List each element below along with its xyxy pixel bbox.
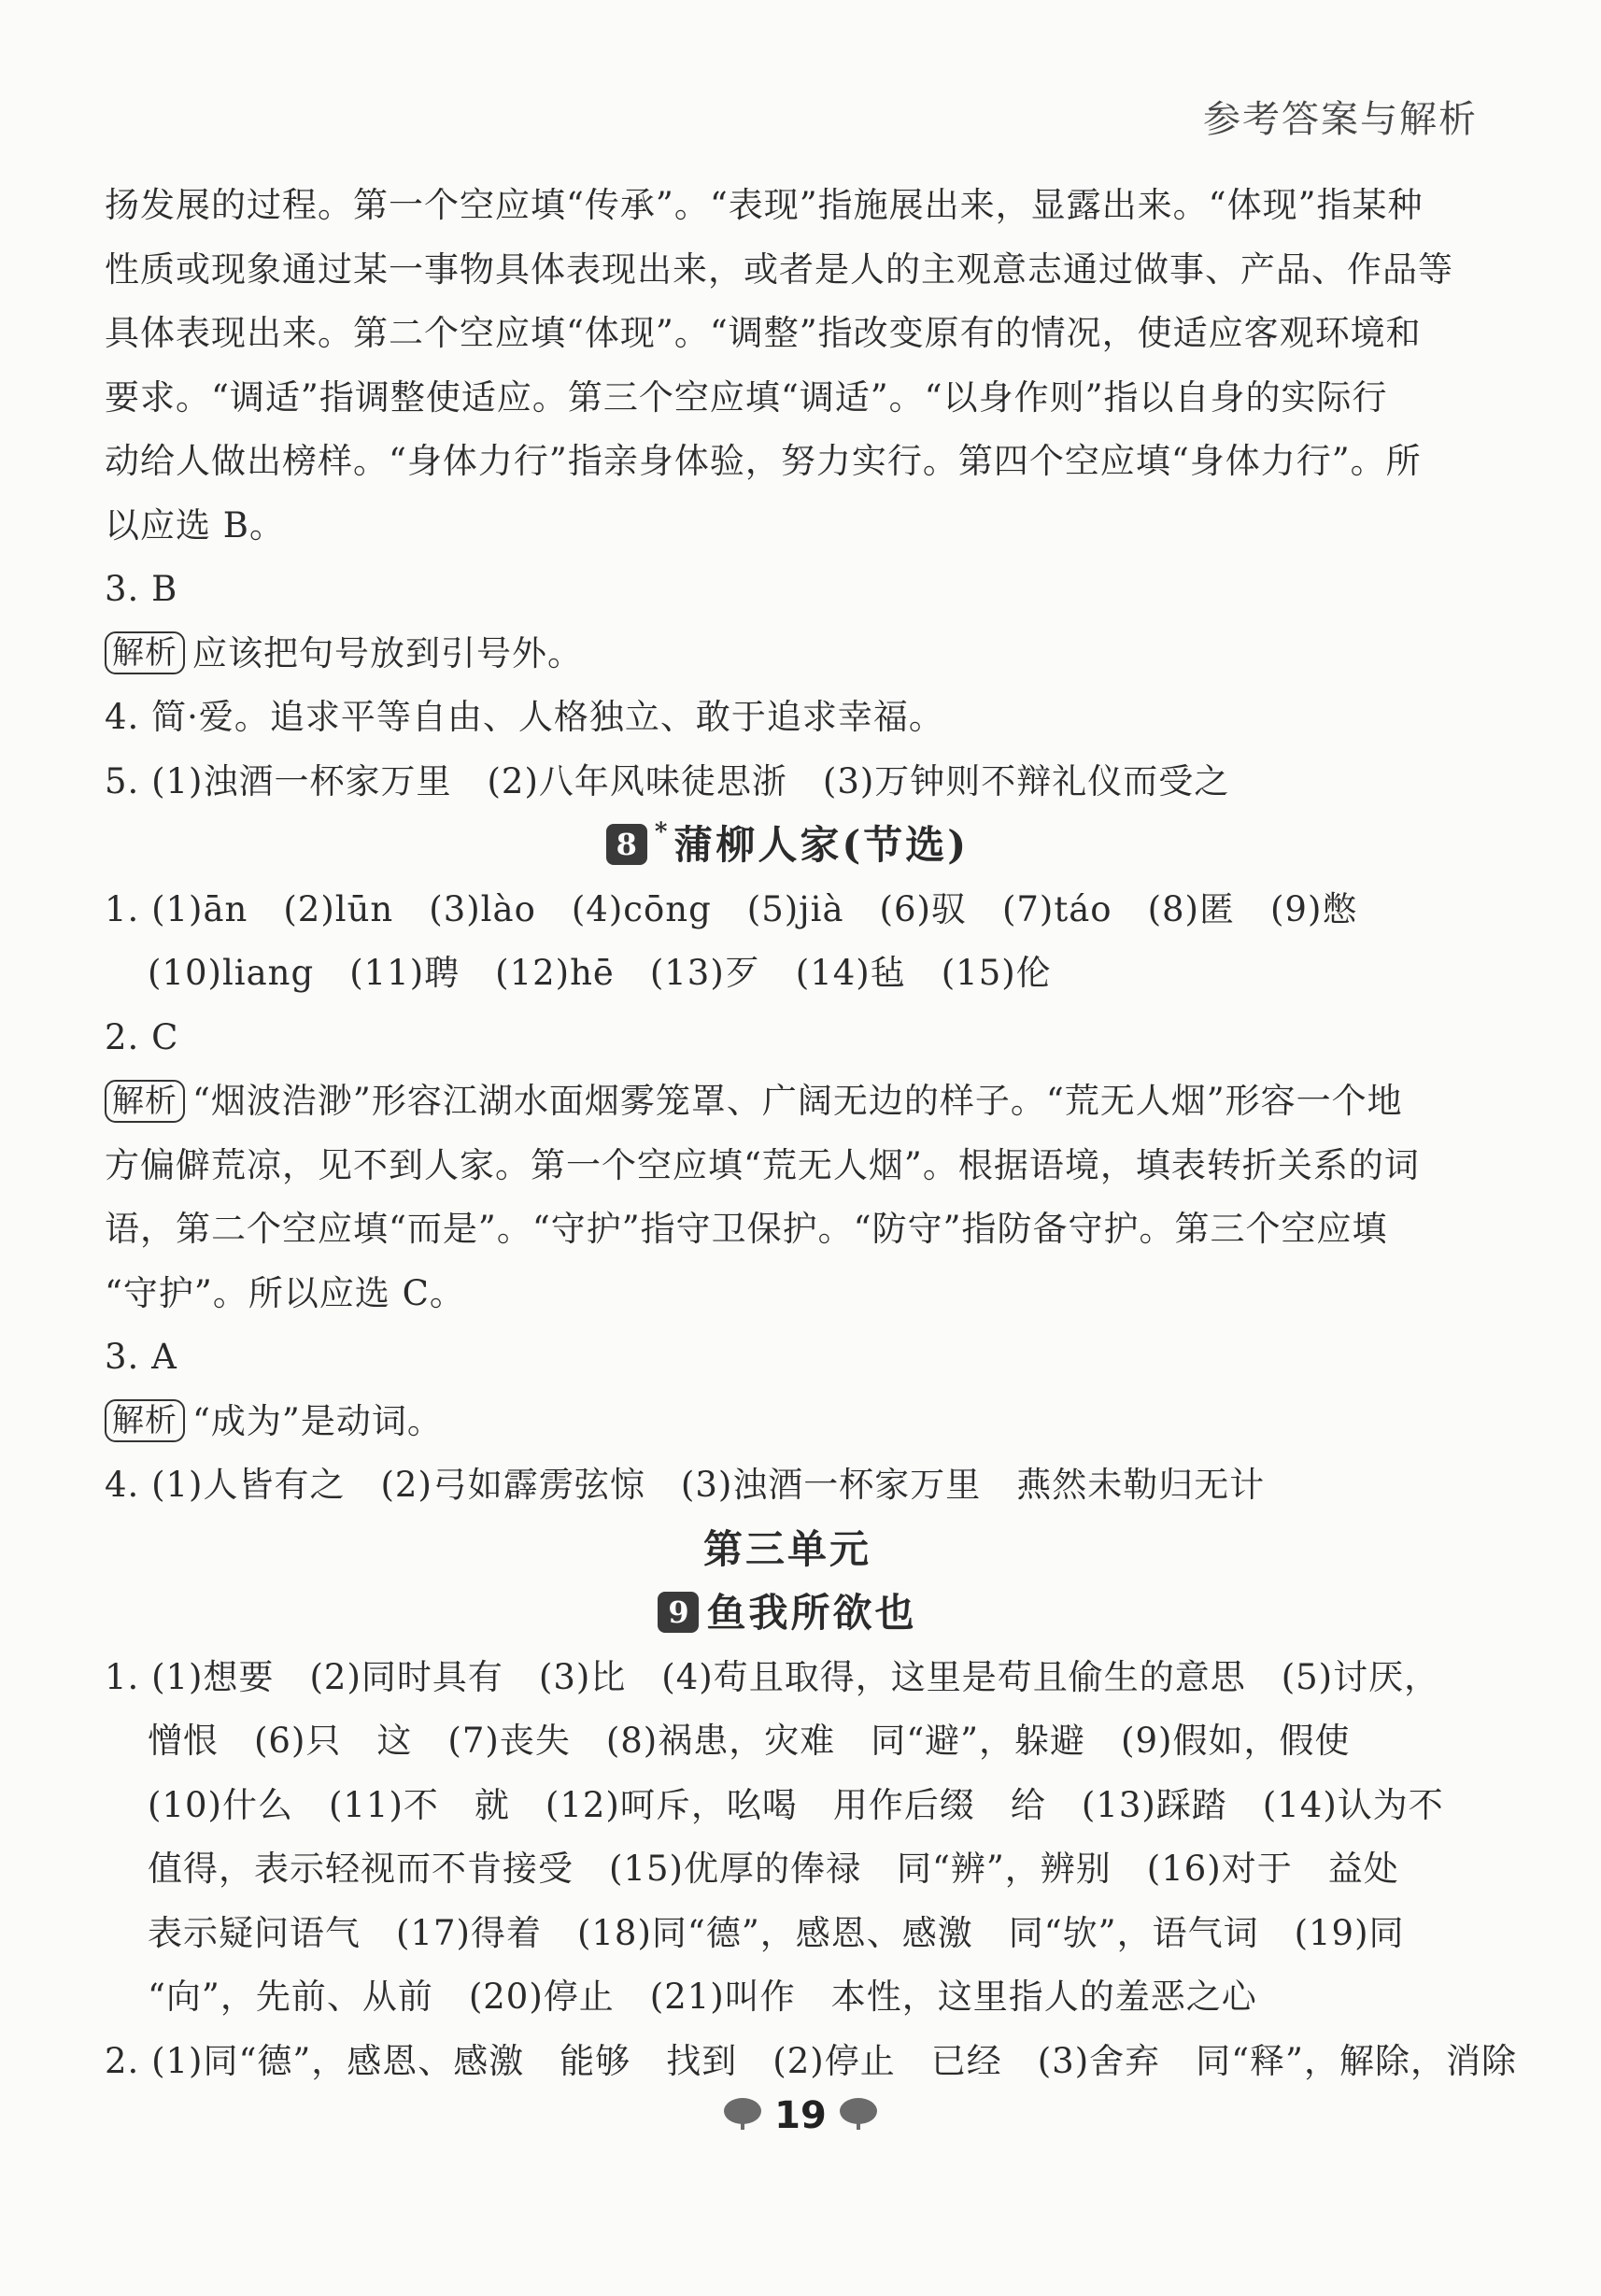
analysis-tag: 解析: [105, 631, 185, 674]
answer-line: 表示疑问语气 (17)得着 (18)同“德”，感恩、感激 同“欤”，语气词 (19)同: [148, 1912, 1405, 1953]
answer-line: 4. 简·爱。追求平等自由、人格独立、敢于追求幸福。: [105, 697, 944, 737]
text-line: 以应选 B。: [105, 504, 285, 546]
analysis-tag: 解析: [105, 1399, 185, 1442]
answer-line: (10)什么 (11)不 就 (12)呵斥，吆喝 用作后缀 给 (13)踩踏 (14)认为不: [148, 1784, 1444, 1825]
answer-line: 2. C: [105, 1016, 179, 1057]
answer-line: 5. (1)浊酒一杯家万里 (2)八年风味徒思浙 (3)万钟则不辩礼仪而受之: [105, 760, 1230, 801]
answer-line: 3. A: [105, 1337, 177, 1377]
section-title-8: [105, 814, 1470, 878]
page-number: 19: [774, 2094, 827, 2137]
analysis-line: [105, 622, 1470, 687]
answer-line: “向”，先前、从前 (20)停止 (21)叫作 本性，这里指人的羞恶之心: [148, 1977, 1257, 2017]
text-line: 语，第二个空应填“而是”。“守护”指守卫保护。“防守”指防备守护。第三个空应填: [105, 1209, 1388, 1249]
star-mark: *: [654, 818, 671, 846]
analysis-text: “成为”是动词。: [192, 1400, 443, 1441]
answer-line: 4. (1)人皆有之 (2)弓如霹雳弦惊 (3)浊酒一杯家万里 燕然未勒归无计: [105, 1465, 1266, 1505]
answer-line: 2. (1)同“德”，感恩、感激 能够 找到 (2)停止 已经 (3)舍弃 同“释”，解除，消除: [105, 2040, 1517, 2081]
answer-line: 1. (1)想要 (2)同时具有 (3)比 (4)苟且取得，这里是苟且偷生的意思 (5)讨厌，: [105, 1656, 1440, 1697]
text-line: 要求。“调适”指调整使适应。第三个空应填“调适”。“以身作则”指以自身的实际行: [105, 376, 1388, 418]
page-header: 参考答案与解析: [1203, 98, 1478, 141]
answer-content: [105, 174, 1517, 2093]
section-title-text: 蒲柳人家(节选): [673, 822, 970, 868]
section-number-badge: 9: [658, 1592, 699, 1633]
text-line: 扬发展的过程。第一个空应填“传承”。“表现”指施展出来，显露出来。“体现”指某种: [105, 185, 1424, 225]
text-line: 动给人做出榜样。“身体力行”指亲身体验，努力实行。第四个空应填“身体力行”。所: [105, 441, 1422, 481]
unit-title: 第三单元: [702, 1525, 871, 1572]
analysis-line: [105, 1070, 1470, 1134]
analysis-tag: 解析: [105, 1080, 185, 1123]
leaf-icon: [836, 2094, 881, 2141]
answer-line: 1. (1)ān (2)lūn (3)lào (4)cōng (5)jià (6)驭 (7)táo (8)匿 (9)憋: [105, 888, 1358, 929]
answer-line: 憎恨 (6)只 这 (7)丧失 (8)祸患，灾难 同“避”，躲避 (9)假如，假使: [148, 1721, 1351, 1761]
analysis-text: 应该把句号放到引号外。: [192, 632, 583, 673]
section-title-text: 鱼我所欲也: [706, 1590, 917, 1636]
section-title-9: [105, 1581, 1470, 1646]
page-footer: [0, 2094, 1601, 2141]
section-number-badge: 8: [606, 824, 647, 865]
analysis-text: “烟波浩渺”形容江湖水面烟雾笼罩、广阔无边的样子。“荒无人烟”形容一个地: [192, 1081, 1403, 1121]
leaf-icon: [720, 2094, 765, 2141]
text-line: “守护”。所以应选 C。: [105, 1272, 465, 1313]
answer-line: 3. B: [105, 569, 178, 609]
text-line: 方偏僻荒凉，见不到人家。第一个空应填“荒无人烟”。根据语境，填表转折关系的词: [105, 1144, 1420, 1185]
answer-line: (10)liang (11)聘 (12)hē (13)歹 (14)毡 (15)伦: [148, 953, 1052, 993]
analysis-line: [105, 1390, 1470, 1454]
text-line: 性质或现象通过某一事物具体表现出来，或者是人的主观意志通过做事、产品、作品等: [105, 248, 1453, 290]
text-line: 具体表现出来。第二个空应填“体现”。“调整”指改变原有的情况，使适应客观环境和: [105, 313, 1422, 353]
answer-line: 值得，表示轻视而不肯接受 (15)优厚的俸禄 同“辨”，辨别 (16)对于 益处: [148, 1849, 1399, 1889]
